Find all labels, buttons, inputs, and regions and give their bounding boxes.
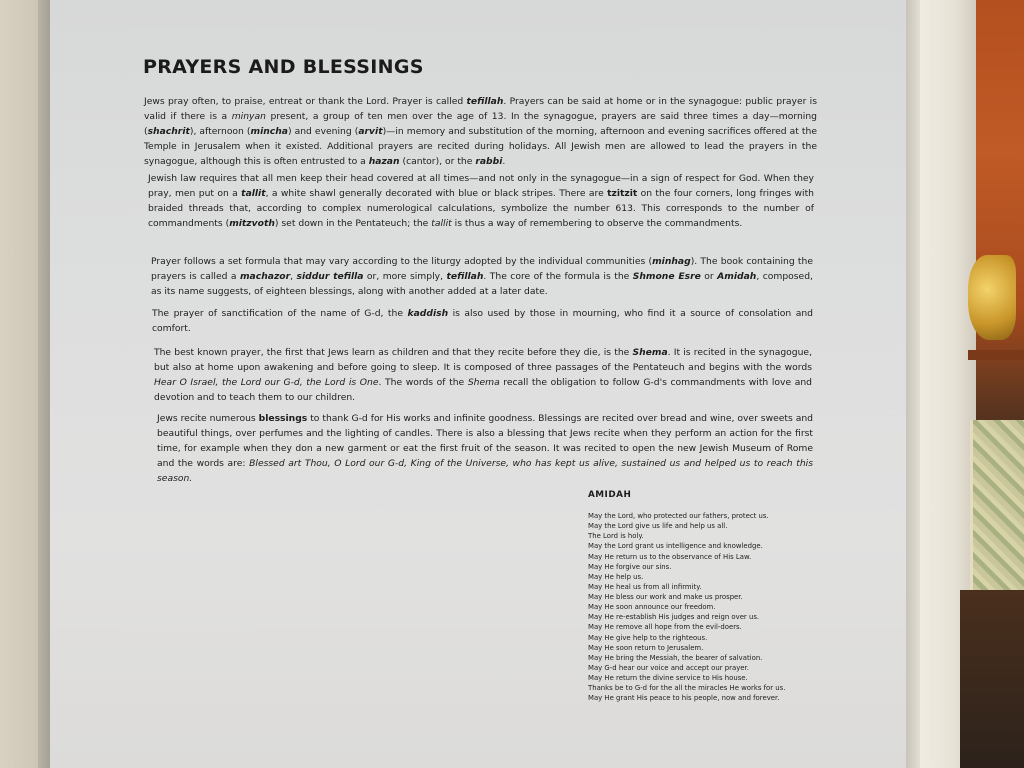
amidah-line: Thanks be to G-d for the all the miracles He works for us. (588, 684, 786, 693)
emphasis-term: tefillah (466, 96, 504, 107)
emphasis-term: siddur tefilla (296, 271, 364, 283)
paragraph-blessings: Jews recite numerous blessings to thank G-d for His works and infinite goodness. Blessings are recited over bread and wine, over sweets and beautiful things, over perfumes and the lighting of candles. There is also a blessing that Jews recite when they perform an action for the first time, for example when they don a new garment or eat the first fruit of the season. It was recited to open the new Jewish Museum of Rome and the words are: Blessed art Thou, O Lord our G-d, King of the Universe, who has kept us alive, sustained us and helped us to reach this season. (157, 413, 813, 485)
amidah-line: May the Lord give us life and help us all. (588, 522, 728, 531)
amidah-line: May He bless our work and make us prosper. (588, 593, 743, 601)
amidah-line: May He heal us from all infirmity. (588, 582, 702, 591)
amidah-line: May He soon announce our freedom. (588, 603, 716, 612)
emphasis-term: Shema (467, 377, 500, 389)
emphasis-term: Blessed art Thou, O Lord our G-d, King of the Universe, who has kept us alive, sustained us and helped us to reach this season. (157, 458, 813, 485)
amidah-line: May He grant His peace to his people, now and forever. (588, 694, 780, 703)
display-shelf (968, 350, 1024, 360)
emphasis-term: arvit (358, 126, 383, 138)
amidah-list (588, 511, 785, 703)
lower-case (960, 590, 1024, 768)
amidah-line: May He forgive our sins. (588, 562, 672, 571)
paragraph-liturgy: Prayer follows a set formula that may vary according to the liturgy adopted by the individual communities (minhag). The book containing the prayers is called a machazor, siddur tefilla or, more simply, tefillah. The core of the formula is the Shmone Esre or Amidah, composed, as its name suggests, of eighteen blessings, along with another added at a later date. (151, 256, 813, 298)
emphasis-term: machazor (239, 271, 291, 283)
emphasis-term: tallit (431, 218, 452, 230)
emphasis-term: tefillah (446, 271, 484, 283)
amidah-line: May He soon return to Jerusalem. (588, 643, 704, 652)
paragraph-shema: The best known prayer, the first that Jews learn as children and that they recite before they die, is the Shema. It is recited in the synagogue, but also at home upon awakening and before going to sleep. It is composed of three passages of the Pentateuch and begins with the words Hear O Israel, the Lord our G-d, the Lord is One. The words of the Shema recall the obligation to follow G-d's commandments with love and devotion and to teach them to our children. (154, 347, 813, 404)
emphasis-term: tallit (241, 188, 266, 200)
emphasis-term: rabbi (475, 156, 503, 168)
emphasis-term: minyan (231, 111, 266, 123)
emphasis-term: Shmone Esre (632, 271, 701, 283)
amidah-line: May He re-establish His judges and reign over us. (588, 613, 760, 622)
emphasis-term: Shema (632, 347, 668, 358)
amidah-line: May the Lord, who protected our fathers, protect us. (588, 512, 769, 520)
embroidered-textile (970, 420, 1024, 590)
emphasis-term: mitzvoth (229, 218, 275, 230)
emphasis-term: blessings (258, 413, 308, 424)
emphasis-term: Amidah (717, 271, 757, 283)
emphasis-term: shachrit (147, 126, 190, 138)
amidah-line: May He return the divine service to His house. (588, 674, 748, 682)
paragraph-kaddish: The prayer of sanctification of the name of G-d, the kaddish is also used by those in mourning, who find it a source of consolation and comfort. (152, 308, 813, 335)
amidah-line: May He remove all hope from the evil-doers. (588, 623, 742, 632)
amidah-line: May He bring the Messiah, the bearer of salvation. (588, 653, 763, 662)
amidah-title: AMIDAH (588, 490, 632, 500)
emphasis-term: tzitzit (607, 188, 638, 200)
amidah-line: May He return us to the observance of His Law. (588, 552, 752, 561)
paragraph-prayer: Jews pray often, to praise, entreat or thank the Lord. Prayer is called tefillah. Prayers can be said at home or in the synagogue: public prayer is valid if there is a minyan present, a group of ten men over the age of 13. In the synagogue, prayers are said three times a day—morning (shachrit), afternoon (mincha) and evening (arvit)—in memory and substitution of the morning, afternoon and evening sacrifices offered at the Temple in Jerusalem when it existed. Additional prayers are recited during holidays. All Jewish men are allowed to lead the prayers in the synagogue, although this is often entrusted to a hazan (cantor), or the rabbi. (144, 96, 818, 168)
emphasis-term: hazan (368, 156, 400, 168)
paragraph-tallit: Jewish law requires that all men keep their head covered at all times—and not only in the synagogue—in a sign of respect for God. When they pray, men put on a tallit, a white shawl generally decorated with blue or black stripes. There are tzitzit on the four corners, long fringes with braided threads that, according to complex numerological calculations, symbolize the number 613. This corresponds to the number of commandments (mitzvoth) set down in the Pentateuch; the tallit is thus a way of remembering to observe the commandments. (148, 173, 814, 230)
amidah-line: The Lord is holy. (588, 532, 644, 541)
emphasis-term: kaddish (407, 308, 449, 319)
amidah-line: May He give help to the righteous. (588, 633, 708, 642)
amidah-line: May He help us. (588, 572, 644, 581)
amidah-line: May the Lord grant us intelligence and knowledge. (588, 542, 763, 551)
amidah-line: May G-d hear our voice and accept our prayer. (588, 663, 749, 672)
emphasis-term: Hear O Israel, the Lord our G-d, the Lord is One (154, 377, 379, 389)
emphasis-term: mincha (250, 126, 288, 138)
page-title: PRAYERS AND BLESSINGS (143, 56, 424, 78)
emphasis-term: minhag (652, 256, 691, 267)
gold-ornament (968, 255, 1016, 340)
